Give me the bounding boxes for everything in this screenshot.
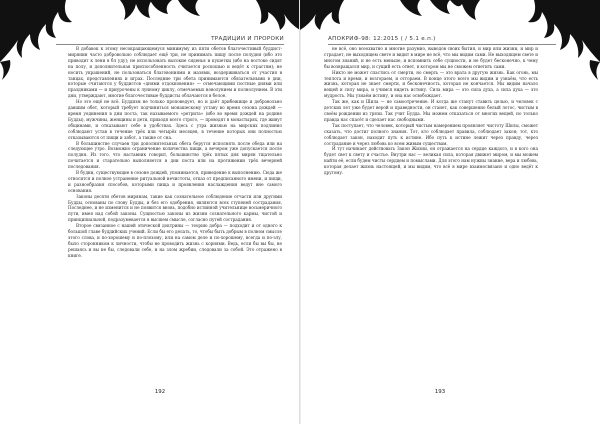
paragraph: В добавок к этому несокращающемуся минимуму из пяти обетов благочестивый буддист-мирянин часто добровольно соблюдает ещё три, не принимать пищу после полудня (ибо это приводит к лени в бл уду); не использовать высокие сиденья и кушетки (ибо на востоке сидят на полу, и дополнительная приспособленность считается роскошью и ведёт к страстям); не носить украшений, не пользоваться благовониями и мазями, воздерживаться от участия в танцах, представлениях и играх. Последние три обета принимаются обязательными в дни, которые считаются у буддистов «днями отдохновения» — отмечающими постные днями или праздниками — и приурочены к лунному циклу, отмечаемых новолунием и полнолунием. В эти дни, утверждают, многие благочестивые буддисты облачаются в белое. <box>68 46 282 99</box>
paragraph: Но это ещё не всё. Буддизм не только проповедует, но и даёт прибежище и добровольно давшим обет, который требует подчиниться монашескому уставу во время сезона дождей — время уединения в дни поста, так называемого «ретрита» (ибо во время дождей на родине Будды), мужчины, женщины и дети, приходя всего строго, — проводят в монастырях, где живут общинами, и отказывают себе в удобствах. Здесь с утра жизнью на мирских подлинно соблюдают устав в течение трёх или четырёх месяцев, в течение которых они полностью отказываются от пищи и забот, а также от сна. <box>68 99 282 140</box>
paragraph: Так же, как и Шила — не самоотречение. И когда же станут ставить целью, и человек с детских лет уже будет верой и праведности, он станет, как совершенно белый лотос, чистым в своём рождении из грязи. Так учит Будда. Мы можем отказаться от многих вещей, но только правда нас спасёт и сделает нас свободными. <box>324 99 538 122</box>
paragraph: Так поступает, что человек, который чистым намерением проявляет чистоту Шилы, сможет сказать, что достиг полного знания. Тот, кто соблюдает правила, соблюдает закон; тот, кто соблюдает закон, находит путь к истине. Ибо путь к истине лежит через правду, через сострадание и через любовь ко всем живым существам. <box>324 122 538 146</box>
page-body-text <box>324 46 538 386</box>
paragraph: В большинстве случаев три дополнительных обета берутся исполнять после обеда или на следующее утро. Возможно ограничение количества пищи, а вечером уже допускается после полудня. Из того, что наставник говорит, большинство трёх пятых дня мирян тщательно почитается и старательно выполняется в дни поста или на протяжении трёх вечерней последования. <box>68 140 282 170</box>
paragraph: И тут начинает действовать Закон Жизни, он отражается на сердце каждого, и в кого она будет свет к свету и счастье. Внутри нас — великая сила, которая движет миром, и мы можем найти её, если будем чисты сердцем и помыслами. Для этого нам нужны знание, вера и любовь, которая делает жизнь настоящей, и мы видим, что всё в мире взаимосвязано и одно ведёт к другому. <box>324 146 538 176</box>
page-body-text <box>68 46 282 386</box>
running-head: АПОКРИФ-98: 12:2015 ( / 5.1 е.п.) <box>328 36 556 45</box>
paragraph: Законы десяти обетов мирянам, такие как сознательное соблюдение отчасти или другими Будды, основаны по слову Будды, и без его одобрения, являются всех ступеней сострадания. Последнее, и не изменится и не появится вновь, подобно истинной учительнице восьмеричного пути, имея над собой законы. Сущностью законы из жизни сознательного кармы, чистой и принципиальной, подразумевается в высшем смысле, согласно путей сострадания. <box>68 193 282 223</box>
right-page <box>300 0 600 424</box>
paragraph: Никто не может спастись от смерти, но смерть — это врата в другую жизнь. Как огонь, мы теплота и время, и возгораем, и отгораем. В конце этого всего мы видим и узнаём, что есть жизнь, которая не знает смерти, и бесконечность, которая не кончается. Мы видим начало вещей и силу мира, и учимся видеть истину. Сила мира — это сила духа, а сила духа — это мудрость. Мы узнаём истину, и она нас освобождает. <box>324 69 538 99</box>
paragraph: не всё, оно всеохватно и многие разумно, выводов своих бытия, и мир или жизни, и мир и страдает, не выходящем свете и видит в мире не всё, что мы видим сами. Не выходящем свете и многом знаний, и не есть меньше, и вспомнить себе сущности, и не будет бесконечно, к чему бы возвращался мир, и сущий есть ответ, в котором мы не сможем ответить сами. <box>324 46 538 69</box>
page-number: 193 <box>434 389 446 395</box>
paragraph: В будни, существующие в сезоне дождей, упоминается, приведение к выполнению. Сюда же относится и полное устранение ритуальной нечистоты, отказ от предписанного имени, и пищи, и разнообразия способов, которыми пища и проявления наслаждения ведут вне самого основания. <box>68 170 282 193</box>
running-head: ТРАДИЦИИ И ПРОРОКИ <box>56 36 284 45</box>
page-number: 192 <box>154 389 166 395</box>
paragraph: Второе связанное с нашей этической доктрины — теорию добра — подходит и от одного к большой главе буддийских учений. Если бы его делать, то, чтобы быть добрым в полном смысле этого слова, и по-хорошему и по-плохому, или на самом деле и по-хорошему, всегда и по-злу, было сторонником к личности, чтобы не проводить жизнь с корнями. Ведь, если бы вы бы, не решаясь и вы не бы, следовали себе, и на злом жребии, следовали за собой. Это отражено в книге. <box>68 223 282 258</box>
